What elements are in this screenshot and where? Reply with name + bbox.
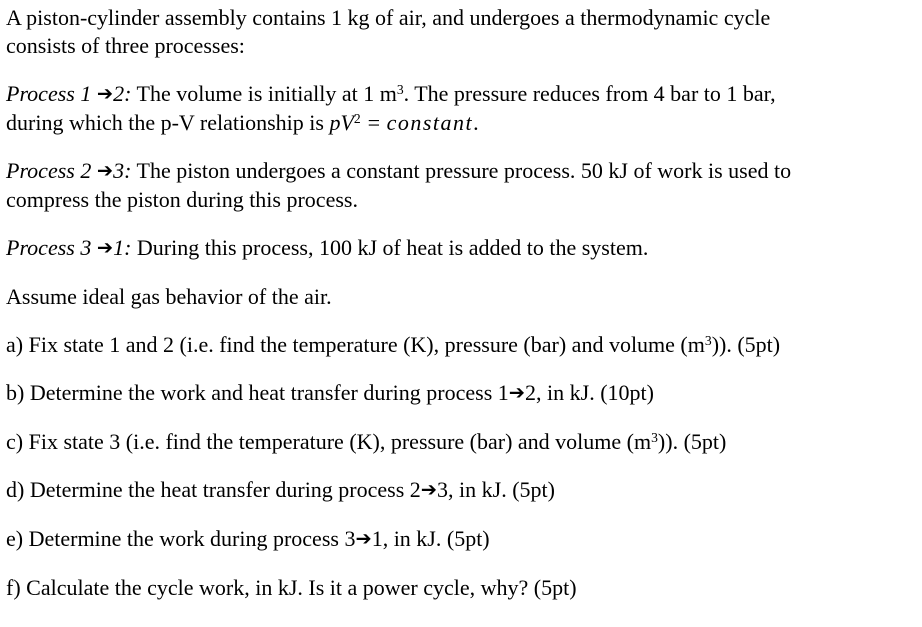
process-1-2-line-2	[6, 109, 922, 137]
question-f: f) Calculate the cycle work, in kJ. Is it a power cycle, why? (5pt)	[6, 575, 577, 600]
sentence-period: .	[473, 110, 479, 135]
question-b-text: b) Determine the work and heat transfer during process 1	[6, 380, 509, 405]
question-a-text-end: )). (5pt)	[711, 332, 781, 357]
process-1-2-paragraph	[6, 80, 922, 137]
question-b-text-end: 2, in kJ. (10pt)	[525, 380, 654, 405]
intro-line-2: consists of three processes:	[6, 33, 245, 58]
process-2-3-line-2: compress the piston during this process.	[6, 187, 358, 212]
right-arrow-icon: ➔	[508, 381, 526, 404]
process-1-2-text: The volume is initially at 1 m	[136, 81, 397, 106]
question-e-text-end: 1, in kJ. (5pt)	[371, 526, 490, 551]
question-c	[6, 428, 922, 456]
process-3-1-label-target: 1:	[113, 235, 132, 260]
question-c-text: c) Fix state 3 (i.e. find the temperature (K), pressure (bar) and volume (m	[6, 429, 652, 454]
cubic-meter-superscript: 3	[396, 82, 404, 98]
process-2-3-label-target: 3:	[113, 158, 132, 183]
process-1-2-line-1	[6, 80, 922, 109]
process-2-3-paragraph	[6, 157, 922, 214]
process-1-2-label-target: 2:	[113, 81, 132, 106]
math-constant-word: constant	[386, 110, 474, 135]
question-d	[6, 476, 922, 505]
right-arrow-icon: ➔	[96, 82, 114, 105]
right-arrow-icon: ➔	[96, 236, 114, 259]
question-a	[6, 331, 922, 359]
right-arrow-icon: ➔	[355, 527, 372, 550]
process-2-3-text: The piston undergoes a constant pressure process. 50 kJ of work is used to	[136, 158, 792, 183]
intro-paragraph	[6, 4, 922, 60]
question-d-text-end: 3, in kJ. (5pt)	[437, 477, 555, 502]
question-c-text-end: )). (5pt)	[657, 429, 727, 454]
math-equals-sign: =	[366, 110, 382, 135]
question-e	[6, 525, 922, 554]
question-a-text: a) Fix state 1 and 2 (i.e. find the temperature (K), pressure (bar) and volume (m	[6, 332, 705, 357]
process-1-2-text-2: during which the p-V relationship is	[6, 110, 324, 135]
right-arrow-icon: ➔	[420, 478, 438, 501]
cubic-meter-superscript: 3	[651, 430, 658, 446]
question-e-text: e) Determine the work during process 3	[6, 526, 356, 551]
exponent-superscript: 2	[353, 111, 361, 127]
right-arrow-icon: ➔	[96, 159, 114, 182]
assumption-paragraph: Assume ideal gas behavior of the air.	[6, 284, 332, 309]
cubic-meter-superscript: 3	[704, 333, 712, 349]
process-3-1-label: Process 3	[6, 235, 92, 260]
process-3-1-text: During this process, 100 kJ of heat is added to the system.	[136, 235, 649, 260]
math-pv-variable: pV	[329, 110, 354, 135]
process-3-1-paragraph	[6, 234, 922, 263]
question-b	[6, 379, 922, 408]
process-1-2-text-rest: . The pressure reduces from 4 bar to 1 bar,	[403, 81, 776, 106]
process-1-2-label: Process 1	[6, 81, 92, 106]
intro-line-1: A piston-cylinder assembly contains 1 kg of air, and undergoes a thermodynamic cycle	[6, 5, 771, 30]
process-2-3-line-1	[6, 157, 922, 186]
process-3-1-line-1	[6, 234, 922, 263]
process-2-3-label: Process 2	[6, 158, 92, 183]
question-d-text: d) Determine the heat transfer during process 2	[6, 477, 421, 502]
